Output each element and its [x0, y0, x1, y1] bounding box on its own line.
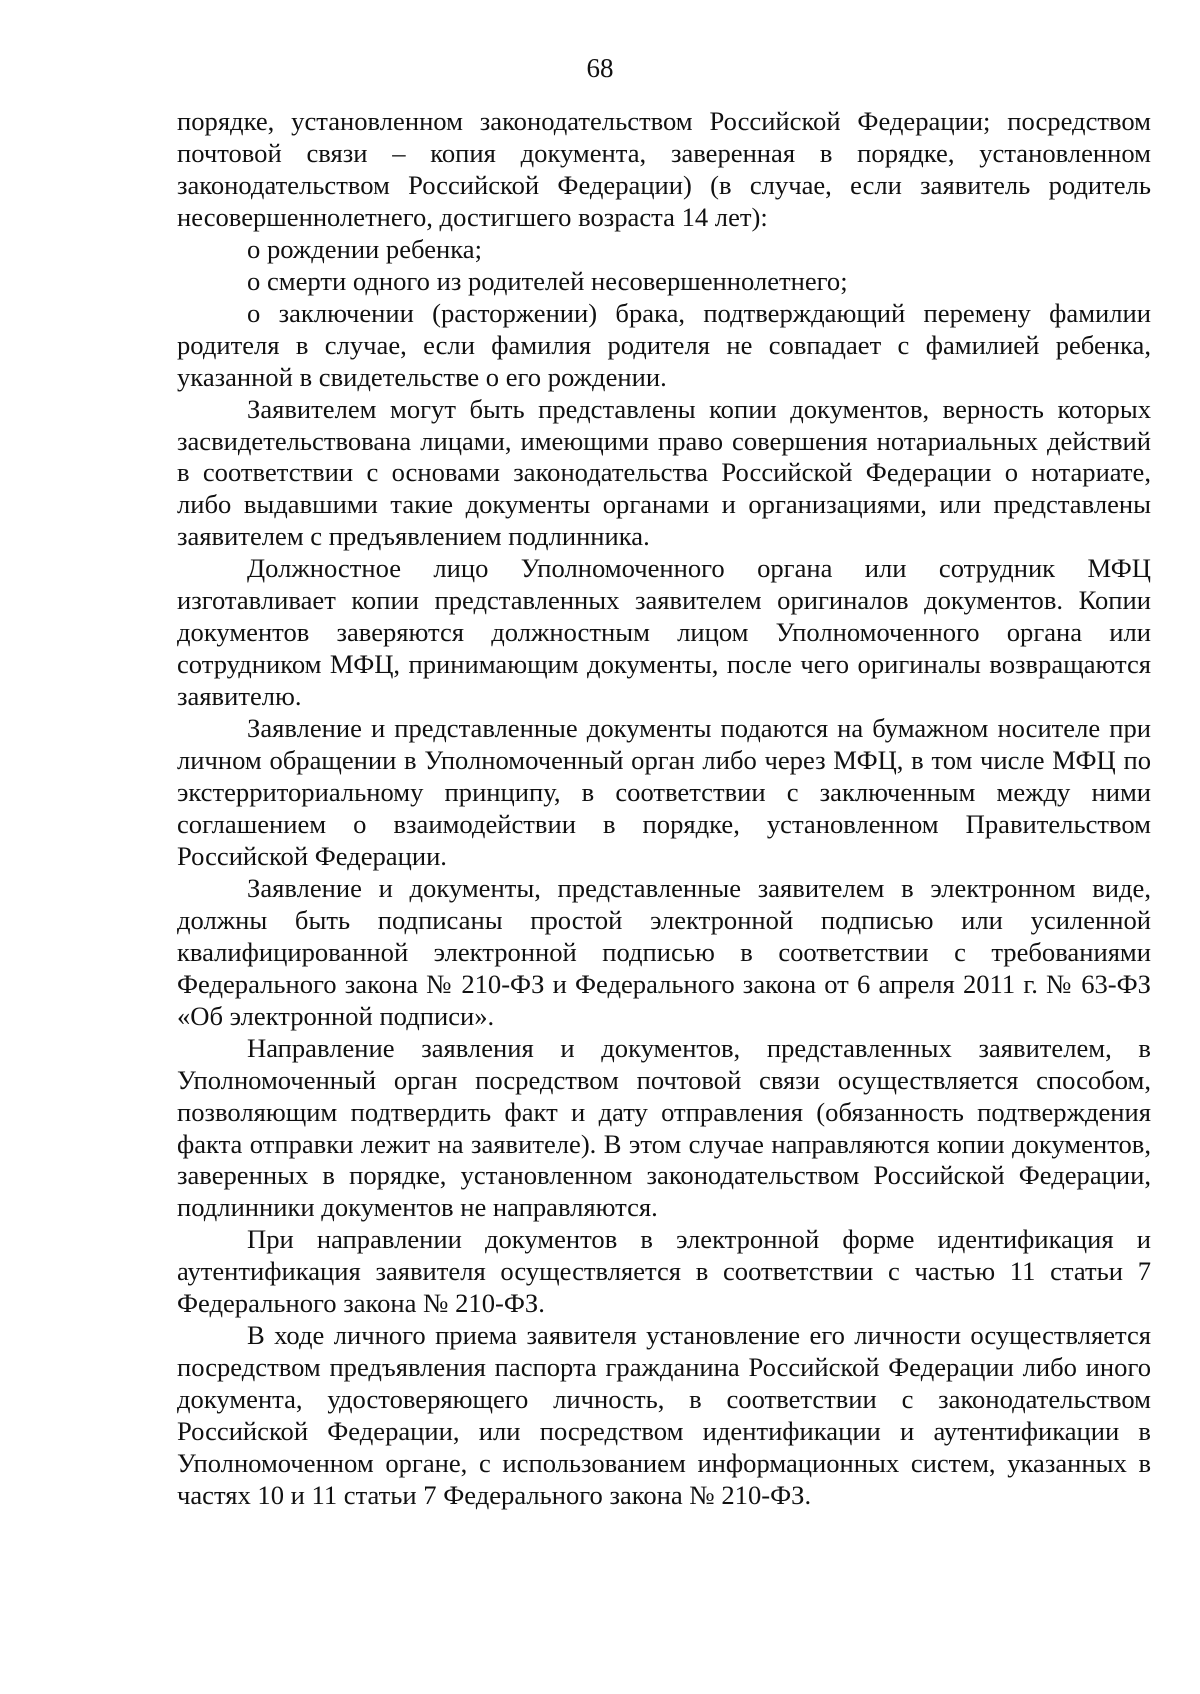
list-item-birth-certificate: о рождении ребенка;	[247, 233, 482, 264]
paragraph-copy-certification: Должностное лицо Уполномоченного органа или сотрудник МФЦ изготавливает копии представленных заявителем оригиналов документов. Копии документов заверяются должностным лицом Уполномоченного органа или сотрудником МФЦ, принимающим документы, после чего оригиналы возвращаются заявителю.	[177, 553, 1151, 712]
page-number: 68	[586, 53, 614, 83]
list-item-marriage-certificate: о заключении (расторжении) брака, подтверждающий перемену фамилии родителя в случае, если фамилия родителя не совпадает с фамилией ребенка, указанной в свидетельстве о его рождении.	[177, 297, 1151, 392]
paragraph-notarized-copies: Заявителем могут быть представлены копии документов, верность которых засвидетельствована лицами, имеющими право совершения нотариальных действий в соответствии с основами законодательства Российской Федерации о нотариате, либо выдавшими такие документы органами и организациями, или представлены заявителем с предъявлением подлинника.	[177, 393, 1151, 552]
paragraph-electronic-signature: Заявление и документы, представленные заявителем в электронном виде, должны быть подписаны простой электронной подписью или усиленной квалифицированной электронной подписью в соответствии с требованиями Федерального закона № 210-ФЗ и Федерального закона от 6 апреля 2011 г. № 63-ФЗ «Об электронной подписи».	[177, 872, 1151, 1031]
paragraph-continuation: порядке, установленном законодательством Российской Федерации; посредством почтовой связи – копия документа, заверенная в порядке, установленном законодательством Российской Федерации) (в случае, если заявитель родитель несовершеннолетнего, достигшего возраста 14 лет):	[177, 106, 1151, 232]
paragraph-postal-submission: Направление заявления и документов, представленных заявителем, в Уполномоченный орган посредством почтовой связи осуществляется способом, позволяющим подтвердить факт и дату отправления (обязанность подтверждения факта отправки лежит на заявителе). В этом случае направляются копии документов, заверенных в порядке, установленном законодательством Российской Федерации, подлинники документов не направляются.	[177, 1032, 1151, 1223]
document-body	[177, 106, 1151, 1512]
list-item-death-certificate: о смерти одного из родителей несовершеннолетнего;	[247, 265, 848, 296]
paragraph-electronic-authentication: При направлении документов в электронной форме идентификация и аутентификация заявителя осуществляется в соответствии с частью 11 статьи 7 Федерального закона № 210-ФЗ.	[177, 1224, 1151, 1319]
paragraph-identity-verification: В ходе личного приема заявителя установление его личности осуществляется посредством предъявления паспорта гражданина Российской Федерации либо иного документа, удостоверяющего личность, в соответствии с законодательством Российской Федерации, или посредством идентификации и аутентификации в Уполномоченном органе, с использованием информационных систем, указанных в частях 10 и 11 статьи 7 Федерального закона № 210-ФЗ.	[177, 1320, 1151, 1510]
paragraph-paper-submission: Заявление и представленные документы подаются на бумажном носителе при личном обращении в Уполномоченный орган либо через МФЦ, в том числе МФЦ по экстерриториальному принципу, в соответствии с заключенным между ними соглашением о взаимодействии в порядке, установленном Правительством Российской Федерации.	[177, 713, 1151, 871]
